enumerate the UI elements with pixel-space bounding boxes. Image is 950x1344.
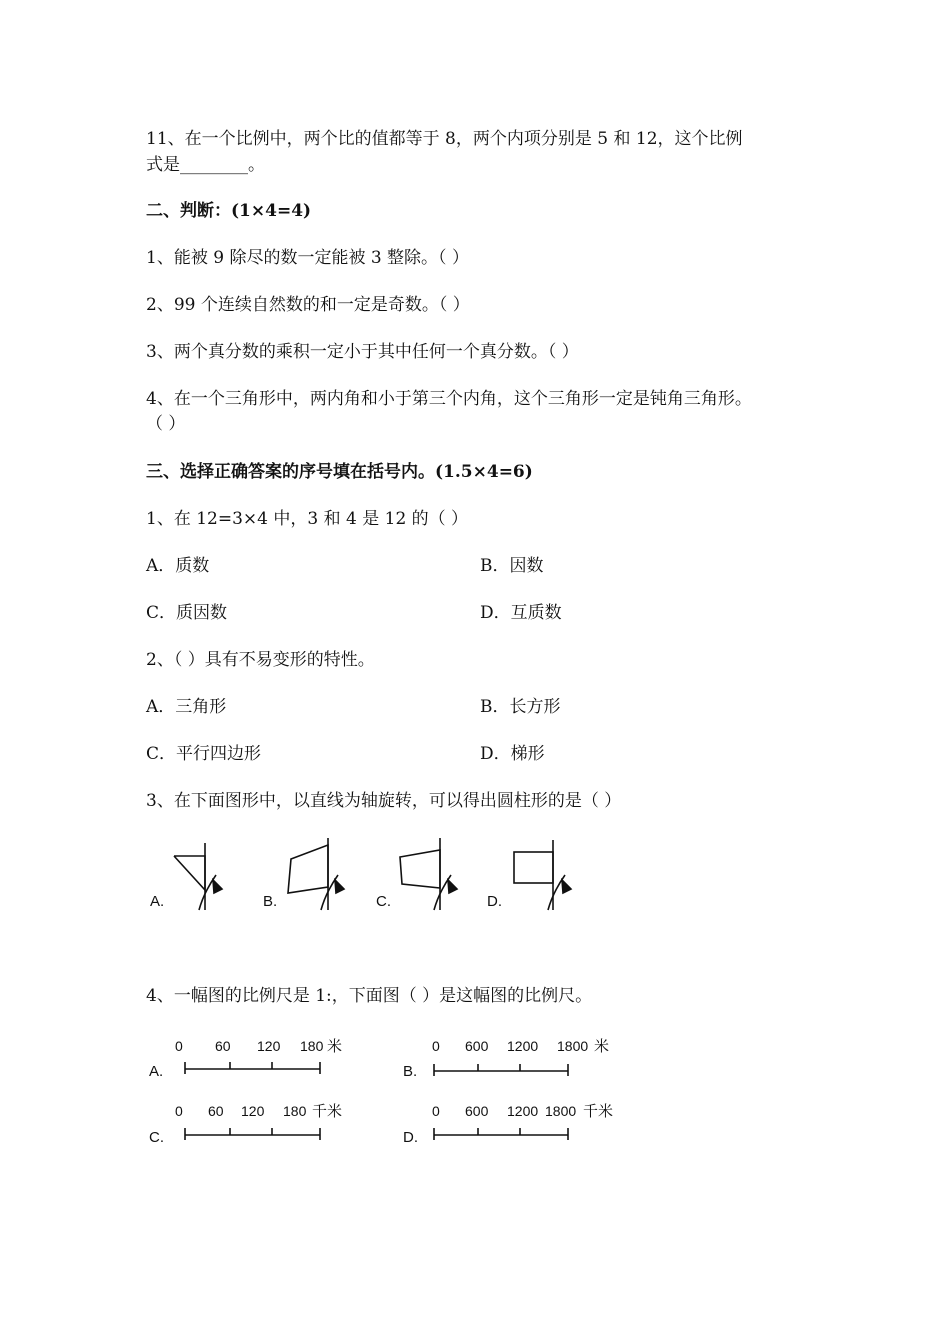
rotation-label-b: B.	[263, 893, 278, 910]
scale-b-tick-0: 0	[432, 1038, 440, 1054]
scale-bar-a	[149, 1038, 342, 1080]
choice-q2-option-a: A．三角形	[146, 697, 227, 717]
scale-a-tick-0: 0	[175, 1038, 183, 1054]
choice-q1-stem: 1、在 12=3×4 中，3 和 4 是 12 的（ ）	[146, 509, 469, 529]
section3-heading: 三、选择正确答案的序号填在括号内。(1.5×4=6)	[146, 462, 533, 482]
rotation-label-c: C.	[376, 893, 391, 910]
q11-line1: 11、在一个比例中，两个比的值都等于 8，两个内项分别是 5 和 12，这个比例	[146, 129, 743, 149]
choice-q1-option-c: C．质因数	[146, 603, 228, 623]
choice-q1-option-a: A．质数	[146, 556, 210, 576]
choice-q1-option-d: D．互质数	[480, 603, 562, 623]
scale-a-tick-2: 120	[257, 1038, 281, 1054]
rotation-figure-b	[263, 838, 344, 910]
scale-c-tick-3: 180	[283, 1103, 307, 1119]
choice-q2-option-d: D．梯形	[480, 744, 545, 764]
rotation-label-d: D.	[487, 893, 502, 910]
scale-label-b: B.	[403, 1063, 418, 1080]
choice-q2-option-b: B．长方形	[480, 697, 561, 717]
rotation-figure-d	[487, 840, 571, 910]
choice-q2-stem: 2、（ ）具有不易变形的特性。	[146, 650, 375, 670]
scale-d-tick-3: 1800	[545, 1103, 577, 1119]
judge-item-3: 3、两个真分数的乘积一定小于其中任何一个真分数。（ ）	[146, 342, 579, 362]
scale-b-tick-1: 600	[465, 1038, 489, 1054]
scale-d-unit: 千米	[583, 1103, 614, 1120]
scale-a-tick-3: 180	[300, 1038, 324, 1054]
scale-label-a: A.	[149, 1063, 164, 1080]
rotation-figure-a	[150, 843, 222, 910]
scale-b-unit: 米	[594, 1038, 610, 1055]
scale-c-tick-2: 120	[241, 1103, 265, 1119]
scale-label-c: C.	[149, 1129, 164, 1146]
rotation-label-a: A.	[150, 893, 165, 910]
choice-q2-option-c: C．平行四边形	[146, 744, 262, 764]
scale-bar-d	[403, 1103, 613, 1146]
judge-item-1: 1、能被 9 除尽的数一定能被 3 整除。（ ）	[146, 248, 469, 268]
choice-q3-stem: 3、在下面图形中，以直线为轴旋转，可以得出圆柱形的是（ ）	[146, 791, 622, 811]
scale-d-tick-1: 600	[465, 1103, 489, 1119]
judge-item-4: 4、在一个三角形中，两内角和小于第三个内角，这个三角形一定是钝角三角形。	[146, 389, 752, 409]
choice-q1-option-b: B．因数	[480, 556, 544, 576]
judge-item-4-paren: （ ）	[146, 414, 186, 434]
scale-b-tick-2: 1200	[507, 1038, 539, 1054]
scale-label-d: D.	[403, 1129, 418, 1146]
scale-d-tick-2: 1200	[507, 1103, 539, 1119]
q11-line2: 式是________。	[146, 155, 265, 175]
scale-a-unit: 米	[327, 1038, 343, 1055]
scale-a-tick-1: 60	[215, 1038, 231, 1054]
judge-item-2: 2、99 个连续自然数的和一定是奇数。（ ）	[146, 295, 470, 315]
scale-b-tick-3: 1800	[557, 1038, 589, 1054]
scale-c-tick-1: 60	[208, 1103, 224, 1119]
section2-heading: 二、判断：(1×4=4)	[146, 201, 312, 221]
scale-c-tick-0: 0	[175, 1103, 183, 1119]
scale-c-unit: 千米	[312, 1103, 343, 1120]
scale-d-tick-0: 0	[432, 1103, 440, 1119]
choice-q4-stem: 4、一幅图的比例尺是 1:，下面图（ ）是这幅图的比例尺。	[146, 986, 593, 1006]
scale-bar-b	[403, 1038, 609, 1080]
rotation-figure-c	[376, 838, 457, 910]
scale-bar-c	[149, 1103, 342, 1146]
